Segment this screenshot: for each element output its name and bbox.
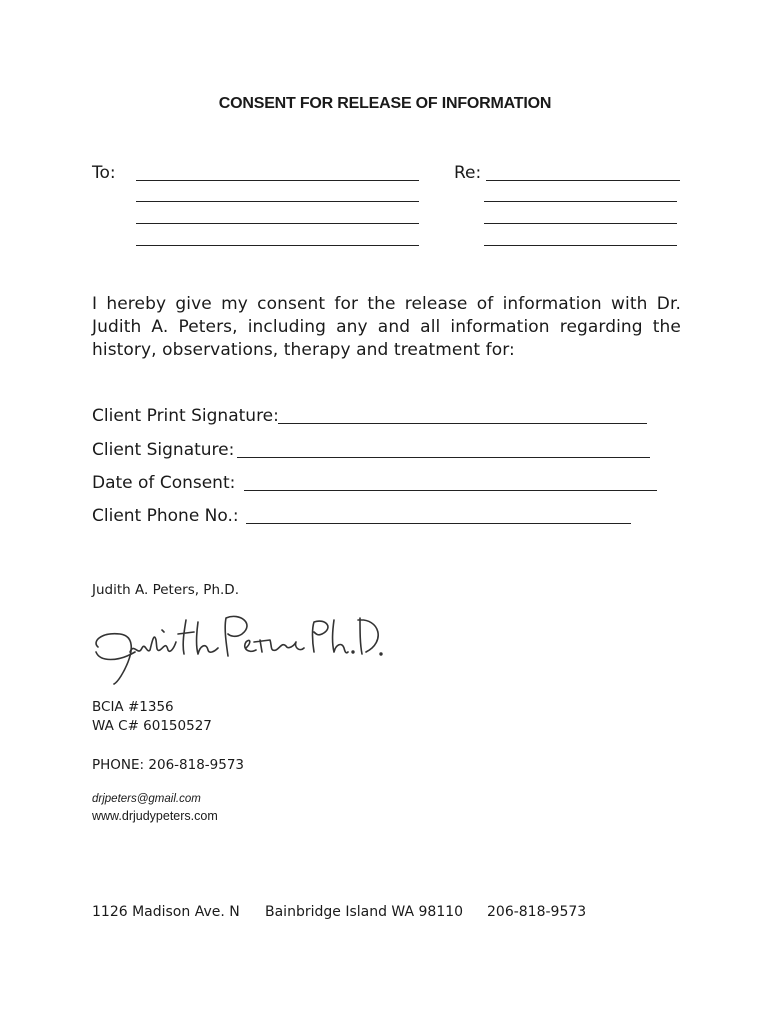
client-phone-line[interactable]: [246, 523, 631, 524]
to-label: To:: [92, 163, 116, 183]
bcia-number: BCIA #1356: [92, 699, 174, 715]
signer-phone: PHONE: 206-818-9573: [92, 757, 245, 773]
date-of-consent-label: Date of Consent:: [92, 473, 236, 493]
footer-phone: 206-818-9573: [487, 904, 587, 920]
client-print-signature-label: Client Print Signature:: [92, 406, 279, 426]
to-line-2[interactable]: [136, 201, 419, 202]
signer-email: drjpeters@gmail.com: [92, 793, 201, 805]
client-print-signature-line[interactable]: [278, 423, 647, 424]
signer-name: Judith A. Peters, Ph.D.: [92, 582, 239, 598]
consent-paragraph: I hereby give my consent for the release of information with Dr. Judith A. Peters, including any and all information regarding the history, observations, therapy and treatment for:: [92, 294, 681, 360]
re-line-1[interactable]: [486, 180, 680, 181]
client-phone-label: Client Phone No.:: [92, 506, 239, 526]
re-line-2[interactable]: [484, 201, 677, 202]
to-line-4[interactable]: [136, 245, 419, 246]
page-title: CONSENT FOR RELEASE OF INFORMATION: [218, 95, 552, 112]
handwritten-signature: [90, 612, 390, 687]
signer-website: www.drjudypeters.com: [92, 809, 218, 823]
footer-city: Bainbridge Island WA 98110: [265, 904, 464, 920]
re-line-4[interactable]: [484, 245, 677, 246]
re-line-3[interactable]: [484, 223, 677, 224]
to-line-1[interactable]: [136, 180, 419, 181]
client-signature-label: Client Signature:: [92, 440, 235, 460]
date-of-consent-line[interactable]: [244, 490, 657, 491]
client-signature-line[interactable]: [237, 457, 650, 458]
re-label: Re:: [454, 163, 482, 183]
footer-address: 1126 Madison Ave. N: [92, 904, 240, 920]
wa-license-number: WA C# 60150527: [92, 718, 212, 734]
to-line-3[interactable]: [136, 223, 419, 224]
